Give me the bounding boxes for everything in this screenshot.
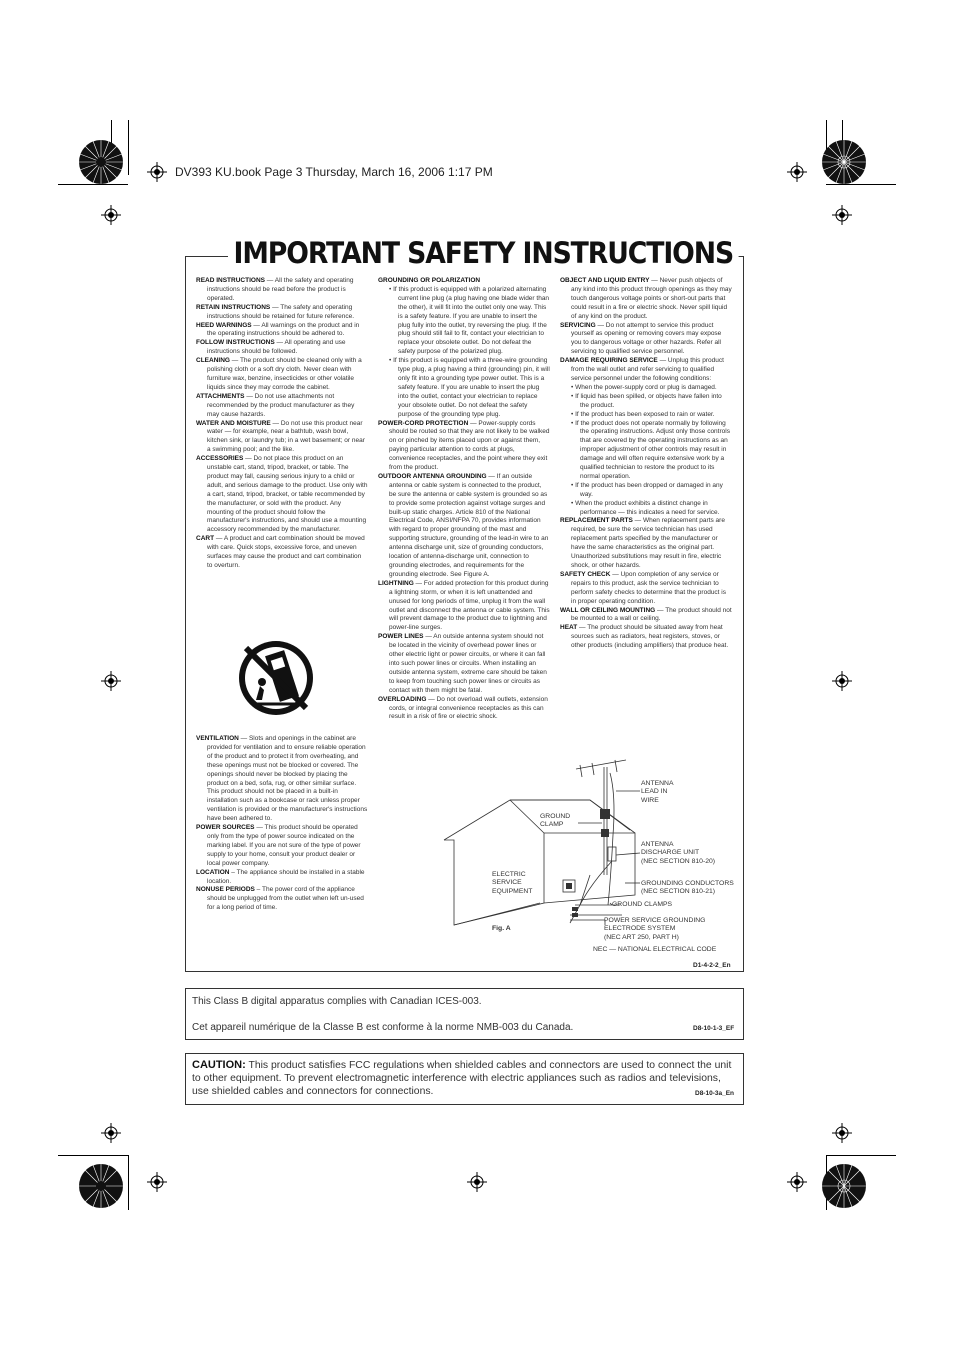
instruction-paragraph bbox=[378, 420, 550, 473]
crosshair-target-icon bbox=[787, 162, 807, 182]
instruction-heading: CLEANING bbox=[196, 357, 230, 365]
instruction-text: — The safety and operating instructions should be retained for future reference. bbox=[207, 303, 355, 320]
instruction-heading: LOCATION bbox=[196, 868, 230, 876]
instruction-text: — Never push objects of any kind into this product through openings as they may touch dangerous voltage points or short-out parts that could result in a fire or electric shock. Never spill liquid of any kind on the product. bbox=[571, 277, 732, 320]
instruction-heading: CART bbox=[196, 535, 215, 543]
registration-starburst-icon bbox=[78, 139, 124, 185]
label-discharge-unit: ANTENNA DISCHARGE UNIT (NEC SECTION 810-20) bbox=[641, 841, 716, 865]
crosshair-target-icon bbox=[832, 671, 852, 691]
crosshair-target-icon bbox=[101, 205, 121, 225]
instruction-paragraph bbox=[560, 571, 732, 607]
instruction-heading: NONUSE PERIODS bbox=[196, 886, 255, 894]
registration-starburst-icon bbox=[78, 1163, 124, 1209]
bullet-item: • When the power-supply cord or plug is damaged. bbox=[560, 384, 732, 393]
bullet-list bbox=[378, 286, 550, 420]
label-grounding-conductors: GROUNDING CONDUCTORS (NEC SECTION 810-21) bbox=[641, 880, 734, 896]
instruction-paragraph bbox=[196, 824, 368, 869]
registration-starburst-icon bbox=[821, 1163, 867, 1209]
label-electric-service: ELECTRIC SERVICE EQUIPMENT bbox=[492, 871, 533, 895]
instruction-text: — This product should be operated only from the type of power source indicated on the marking label. If you are not sure of the type of power supply to your home, consult your product dealer or local power company. bbox=[207, 824, 361, 867]
crosshair-target-icon bbox=[101, 671, 121, 691]
crosshair-target-icon bbox=[147, 1172, 167, 1192]
instruction-paragraph bbox=[196, 420, 368, 456]
cart-warning-icon bbox=[236, 638, 316, 718]
instruction-text: — An outside antenna system should not be located in the vicinity of overhead power lines or other electric light or power circuits, or where it can fall into such power lines or circuits. When installing an outside antenna system, extreme care should be taken to keep from touching such power lines or circuits as contact with them might be fatal. bbox=[389, 633, 547, 694]
label-antenna-lead: ANTENNA LEAD IN WIRE bbox=[641, 780, 674, 804]
instruction-heading: LIGHTNING bbox=[378, 579, 414, 587]
file-header-line: DV393 KU.book Page 3 Thursday, March 16, 2006 1:17 PM bbox=[175, 165, 493, 179]
bullet-list bbox=[560, 384, 732, 518]
instruction-heading: SERVICING bbox=[560, 321, 596, 329]
caution-body: This product satisfies FCC regulations when shielded cables and connectors are used to connect the unit to other equipment. To prevent electromagnetic interference with electric appliances such as radios and televisions, use shielded cables and connectors for connections. bbox=[192, 1060, 732, 1097]
instruction-text: — The product should not be mounted to a wall or ceiling. bbox=[571, 606, 732, 623]
instruction-heading: POWER-CORD PROTECTION bbox=[378, 419, 469, 427]
instruction-text: — Unplug this product from the wall outlet and refer servicing to qualified service personnel under the following conditions: bbox=[571, 357, 724, 382]
instruction-heading: RETAIN INSTRUCTIONS bbox=[196, 303, 271, 311]
instruction-heading: WALL OR CEILING MOUNTING bbox=[560, 606, 656, 614]
instruction-paragraph bbox=[560, 277, 732, 322]
crosshair-target-icon bbox=[832, 1123, 852, 1143]
instruction-paragraph bbox=[196, 735, 368, 824]
instruction-heading: READ INSTRUCTIONS bbox=[196, 277, 265, 284]
instruction-paragraph bbox=[196, 277, 368, 304]
crosshair-target-icon bbox=[832, 205, 852, 225]
instruction-text: — When replacement parts are required, be sure the service technician has used replacement parts specified by the manufacturer or have the same characteristics as the original part. Unauthorized substitutions may result in fire, electric shock, or other hazards. bbox=[571, 517, 725, 569]
instruction-text: — The product should be cleaned only with a polishing cloth or a soft dry cloth. Never clean with furniture wax, benzine, insecticides or other volatile liquids since they may corrode the cabinet. bbox=[207, 357, 362, 391]
instruction-heading: ACCESSORIES bbox=[196, 455, 244, 463]
instruction-paragraph bbox=[560, 624, 732, 651]
caution-code: D8-10-3a_En bbox=[695, 1090, 735, 1097]
crosshair-target-icon bbox=[147, 162, 167, 182]
instruction-heading: ATTACHMENTS bbox=[196, 392, 245, 400]
instruction-paragraph bbox=[560, 607, 732, 625]
instruction-heading: VENTILATION bbox=[196, 735, 239, 742]
instruction-text: — All warnings on the product and in the operating instructions should be adhered to. bbox=[207, 321, 360, 338]
ices-code: D8-10-1-3_EF bbox=[693, 1025, 735, 1032]
instruction-text: — The product should be situated away from heat sources such as radiators, heat registers, stoves, or other products (including amplifiers) that produce heat. bbox=[571, 624, 729, 650]
instruction-heading: HEAT bbox=[560, 624, 578, 632]
instruction-paragraph bbox=[196, 869, 368, 887]
document-code: D1-4-2-2_En bbox=[693, 962, 731, 969]
instruction-text: — Do not overload wall outlets, extension cords, or integral convenience receptacles as this can result in a risk of fire or electric shock. bbox=[389, 695, 548, 721]
label-ground-clamps: GROUND CLAMPS bbox=[612, 901, 673, 908]
instruction-heading: POWER SOURCES bbox=[196, 824, 255, 832]
instruction-heading: HEED WARNINGS bbox=[196, 321, 252, 329]
instruction-heading: OVERLOADING bbox=[378, 695, 427, 703]
column-3 bbox=[560, 277, 732, 651]
column-2 bbox=[378, 277, 550, 722]
bullet-item: • If this product is equipped with a three-wire grounding type plug, a plug having a third (grounding) pin, it will only fit into a grounding type power outlet. This is a safety feature. If you are unable to insert the plug into the outlet, contact your electrician to replace your obsolete outlet. Do not defeat the safety purpose of the grounding type plug. bbox=[378, 357, 550, 419]
bullet-item: • If the product has been exposed to rain or water. bbox=[560, 411, 732, 420]
instruction-text: — Slots and openings in the cabinet are provided for ventilation and to ensure reliable operation of the product and to protect it from overheating, and these openings must not be blocked or covered. The openings should never be blocked by placing the product on a bed, sofa, rug, or other similar surface. This product should not be placed in a built-in installation such as a bookcase or rack unless proper ventilation is provided or the manufacturer's instructions have been adhered to. bbox=[207, 735, 368, 823]
instruction-paragraph bbox=[560, 357, 732, 384]
instruction-paragraph bbox=[196, 455, 368, 535]
instruction-text: — For added protection for this product during a lightning storm, or when it is left unattended and unused for long periods of time, unplug it from the wall outlet and disconnect the antenna or cable system. This will prevent damage to the product due to lightning and power-line surges. bbox=[389, 579, 550, 632]
instruction-paragraph bbox=[378, 473, 550, 580]
instruction-text: — All operating and use instructions should be followed. bbox=[207, 339, 346, 356]
instruction-text: — Do not place this product on an unstable cart, stand, tripod, bracket, or table. The product may fall, causing serious injury to a child or adult, and serious damage to the product. Use only with a cart, stand, tripod, bracket, or table recommended by the manufacturer, or sold with the product. Any mounting of the product should follow the manufacturer's instructions, and should use a mounting accessory recommended by the manufacturer. bbox=[207, 455, 368, 534]
instruction-paragraph bbox=[196, 357, 368, 393]
column-1 bbox=[196, 277, 368, 571]
column-1-lower bbox=[196, 735, 368, 913]
instruction-paragraph bbox=[560, 517, 732, 570]
antenna-grounding-diagram bbox=[430, 755, 742, 960]
instruction-paragraph bbox=[378, 580, 550, 633]
instruction-text: — Upon completion of any service or repairs to this product, ask the service technician to perform safety checks to determine that the product is in proper operating condition. bbox=[571, 570, 726, 605]
instruction-text: — A product and cart combination should be moved with care. Quick stops, excessive force, and uneven surfaces may cause the product and cart combination to overturn. bbox=[207, 535, 365, 569]
instruction-text: — Power-supply cords should be routed so that they are not likely to be walked on or pinched by items placed upon or against them, paying particular attention to cords at plugs, convenience receptacles, and the point where they exit from the product. bbox=[389, 419, 550, 472]
bullet-item: • If liquid has been spilled, or objects have fallen into the product. bbox=[560, 393, 732, 411]
instruction-heading: SAFETY CHECK bbox=[560, 570, 611, 578]
instruction-heading: WATER AND MOISTURE bbox=[196, 419, 271, 427]
crosshair-target-icon bbox=[101, 1123, 121, 1143]
instruction-paragraph bbox=[196, 322, 368, 340]
instruction-paragraph bbox=[378, 633, 550, 695]
instruction-heading: OBJECT AND LIQUID ENTRY bbox=[560, 277, 650, 284]
bullet-item: • When the product exhibits a distinct change in performance — this indicates a need for service. bbox=[560, 500, 732, 518]
ices-english: This Class B digital apparatus complies with Canadian ICES-003. bbox=[192, 996, 482, 1007]
caution-label: CAUTION: bbox=[192, 1059, 246, 1071]
caution-paragraph bbox=[192, 1059, 735, 1098]
crosshair-target-icon bbox=[467, 1172, 487, 1192]
label-ground-clamp: GROUND CLAMP bbox=[540, 813, 571, 829]
instruction-text: — Do not use this product near water — for example, near a bathtub, wash bowl, kitchen sink, or laundry tub; in a wet basement; or near a swimming pool; and the like. bbox=[207, 419, 365, 454]
instruction-heading: GROUNDING OR POLARIZATION bbox=[378, 277, 481, 284]
instruction-paragraph bbox=[378, 696, 550, 723]
instruction-paragraph bbox=[196, 339, 368, 357]
instruction-text: – The power cord of the appliance should be unplugged from the outlet when left un-used for a long period of time. bbox=[207, 886, 364, 912]
bullet-item: • If the product does not operate normally by following the operating instructions. Adjust only those controls that are covered by the operating instructions as an improper adjustment of other controls may result in damage and will often require extensive work by a qualified technician to restore the product to its normal operation. bbox=[560, 420, 732, 482]
instruction-text: — Do not attempt to service this product yourself as opening or removing covers may expose you to dangerous voltage or other hazards. Refer all servicing to qualified service personnel. bbox=[571, 321, 722, 356]
ices-french: Cet appareil numérique de la Classe B est conforme à la norme NMB-003 du Canada. bbox=[192, 1022, 574, 1033]
instruction-text: — All the safety and operating instructions should be read before the product is operated. bbox=[207, 277, 354, 302]
instruction-text: — If an outside antenna or cable system is connected to the product, be sure the antenna or cable system is grounded so as to provide some protection against voltage surges and built-up static charges. Article 810 of the National Electrical Code, ANSI/NFPA 70, provides information with regard to proper grounding of the mast and supporting structure, grounding of the lead-in wire to an antenna discharge unit, size of grounding conductors, location of antenna-discharge unit, connection to grounding electrodes, and requirements for the grounding electrode. See Figure A. bbox=[389, 472, 549, 578]
instruction-heading: POWER LINES bbox=[378, 633, 424, 641]
bullet-item: • If this product is equipped with a polarized alternating current line plug (a plug having one blade wider than the other), it will fit into the outlet only one way. This is a safety feature. If you are unable to insert the plug fully into the outlet, try reversing the plug. If the plug should still fail to fit, contact your electrician to replace your obsolete outlet. Do not defeat the safety purpose of the polarized plug. bbox=[378, 286, 550, 357]
instruction-heading: OUTDOOR ANTENNA GROUNDING bbox=[378, 472, 487, 480]
instruction-text: — Do not use attachments not recommended by the product manufacturer as they may cause hazards. bbox=[207, 392, 355, 418]
instruction-text: – The appliance should be installed in a stable location. bbox=[207, 868, 365, 885]
instruction-heading-line bbox=[378, 277, 550, 286]
instruction-heading: REPLACEMENT PARTS bbox=[560, 517, 633, 525]
label-nec-note: NEC — NATIONAL ELECTRICAL CODE bbox=[593, 946, 717, 953]
registration-starburst-icon bbox=[821, 139, 867, 185]
instruction-paragraph bbox=[196, 535, 368, 571]
instruction-heading: FOLLOW INSTRUCTIONS bbox=[196, 339, 275, 347]
page-title: IMPORTANT SAFETY INSTRUCTIONS bbox=[228, 236, 739, 270]
instruction-heading: DAMAGE REQUIRING SERVICE bbox=[560, 357, 658, 365]
figure-label: Fig. A bbox=[492, 925, 511, 932]
instruction-paragraph bbox=[196, 393, 368, 420]
instruction-paragraph bbox=[196, 886, 368, 913]
label-electrode-system: POWER SERVICE GROUNDING ELECTRODE SYSTEM (NEC ART 250, PART H) bbox=[604, 917, 706, 941]
crosshair-target-icon bbox=[787, 1172, 807, 1192]
instruction-paragraph bbox=[196, 304, 368, 322]
instruction-paragraph bbox=[560, 322, 732, 358]
bullet-item: • If the product has been dropped or damaged in any way. bbox=[560, 482, 732, 500]
